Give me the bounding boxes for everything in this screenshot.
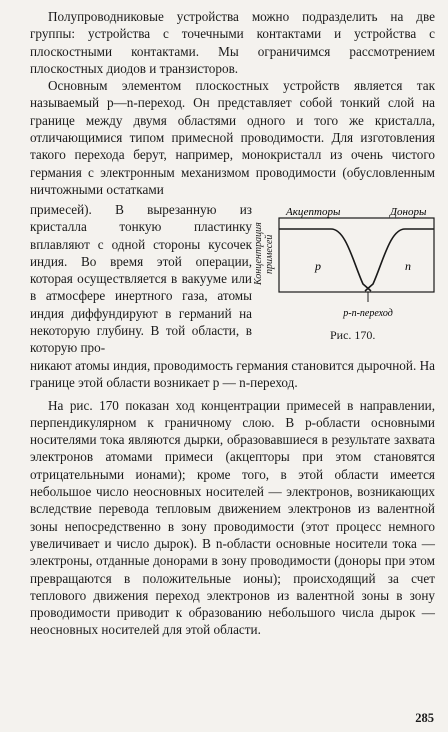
- page-number: 285: [415, 711, 434, 725]
- paragraph-intro: Полупроводниковые устройства можно подразделить на две группы: устройства с точечными контактами и устройства с плоскостными контактами. Мы ограничимся рассмотрением плоскостных диодов и транзисторов.: [30, 9, 435, 76]
- acceptors-curve: [279, 229, 371, 291]
- donors-label: Доноры: [390, 206, 427, 218]
- p-region-label: p: [315, 259, 321, 273]
- figure-y-axis-label: Концентрация примесей: [253, 222, 275, 286]
- figure-caption: Рис. 170.: [330, 328, 376, 342]
- paragraph-pn-junction-end: никают атомы индия, проводимость германия становится дырочной. На границе этой области возникает p — n-переход.: [30, 358, 435, 391]
- concentration-graph: [253, 200, 443, 325]
- acceptors-label: Акцепторы: [286, 206, 341, 218]
- paragraph-figure-description: На рис. 170 показан ход концентрации примесей в направлении, перпендикулярном к граничному слою. В p-области основными носителями тока являются дырки, образовавшиеся в результате захвата электронов атомами примеси (акцепторы при этом становятся отрицательными ионами); кроме того, в этой области имеется небольшое число неосновных носителей — электронов, возникающих вследствие перевода тепловым движением электронов из валентной зоны непосредственно в зону проводимости (этот процесс немного увеличивает и число дырок). В n-области основные носители тока — электроны, отданные донорами в зону проводимости (доноры при этом превращаются в положительные ионы); происходящий за счет теплового движения переход электронов из валентной зоны в зону проводимости приводит к образованию небольшого числа дырок — неосновных носителей для этой области.: [30, 397, 435, 638]
- junction-label: p-n-переход: [343, 308, 393, 319]
- n-region-label: n: [405, 259, 411, 273]
- donors-curve: [365, 229, 434, 291]
- text-block-bottom: [30, 357, 435, 639]
- paragraph-pn-junction-continued: примесей). В вырезанную из кристалла тонкую пластинку вплавляют с одной стороны кусочек индия. Во время этой операции, которая осуществляется в вакууме или в атмосфере инертного газа, атомы индия диффундируют в германий на некоторую глубину. В той области, в которую про-: [30, 202, 252, 356]
- paragraph-pn-junction: Основным элементом плоскостных устройств является так называемый p—n-переход. Он представляет собой тонкий слой на границе между двумя областями одного и того же кристалла, отличающимися типом примесной проводимости. Для изготовления такого перехода берут, например, монокристалл из очень чистого германия с электронным механизмом проводимости (обусловленным ничтожными остатками: [30, 78, 435, 197]
- text-block-wrapped: [30, 201, 252, 357]
- text-block-top: [30, 8, 435, 198]
